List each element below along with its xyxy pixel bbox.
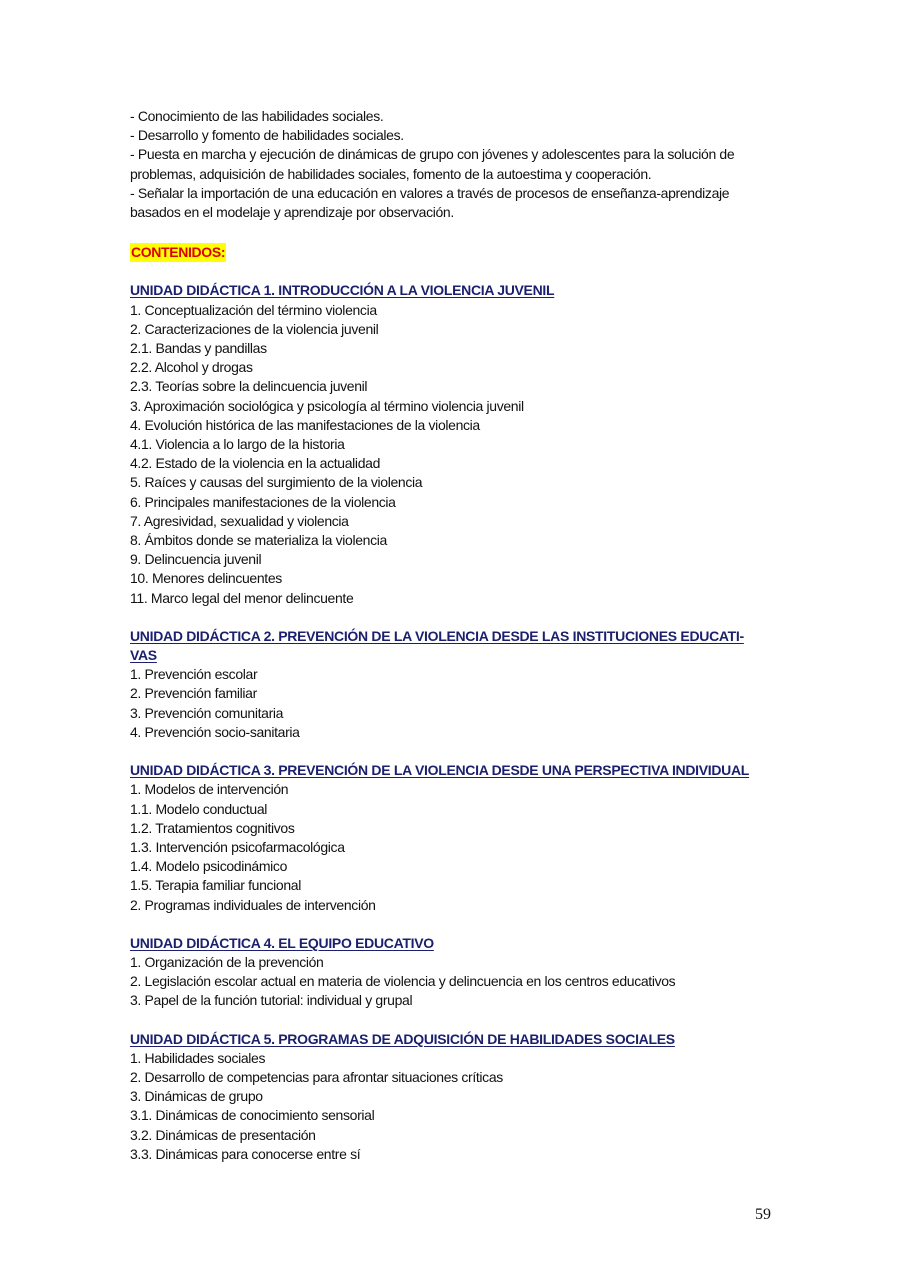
list-item: 2. Programas individuales de intervención [130,896,376,913]
unit-3-title: UNIDAD DIDÁCTICA 3. PREVENCIÓN DE LA VIOLENCIA DESDE UNA PERSPECTIVA INDIVIDUAL [130,762,750,779]
list-item: 2.2. Alcohol y drogas [130,359,253,376]
objectives-list [130,107,770,222]
contents-heading: CONTENIDOS: [130,243,226,262]
list-item: 7. Agresividad, sexualidad y violencia [130,512,349,529]
list-item: 2.3. Teorías sobre la delincuencia juvenil [130,378,368,395]
list-item: 4.2. Estado de la violencia en la actualidad [130,455,381,472]
list-item: 3.1. Dinámicas de conocimiento sensorial [130,1107,375,1124]
objective-line: problemas, adquisición de habilidades sociales, fomento de la autoestima y cooperación. [130,165,652,182]
list-item: 4.1. Violencia a lo largo de la historia [130,436,345,453]
list-item: 8. Ámbitos donde se materializa la violencia [130,532,387,549]
list-item: 2. Desarrollo de competencias para afrontar situaciones críticas [130,1068,503,1085]
list-item: 2. Caracterizaciones de la violencia juvenil [130,320,379,337]
list-item: 5. Raíces y causas del surgimiento de la violencia [130,474,423,491]
list-item: 1.2. Tratamientos cognitivos [130,819,295,836]
list-item: 1.1. Modelo conductual [130,800,268,817]
objective-line: - Puesta en marcha y ejecución de dinámicas de grupo con jóvenes y adolescentes para la solución de [130,146,735,163]
list-item: 2. Legislación escolar actual en materia de violencia y delincuencia en los centros educativos [130,973,676,990]
unit-2-title-line2: VAS [130,647,157,664]
unit-2-title-line1: UNIDAD DIDÁCTICA 2. PREVENCIÓN DE LA VIOLENCIA DESDE LAS INSTITUCIONES EDUCATI- [130,627,744,644]
list-item: 4. Evolución histórica de las manifestaciones de la violencia [130,416,480,433]
unit-1 [130,281,770,607]
list-item: 10. Menores delincuentes [130,570,282,587]
objective-line: - Conocimiento de las habilidades sociales. [130,108,384,124]
list-item: 3. Prevención comunitaria [130,704,284,721]
unit-1-title: UNIDAD DIDÁCTICA 1. INTRODUCCIÓN A LA VIOLENCIA JUVENIL [130,282,555,299]
list-item: 1.3. Intervención psicofarmacológica [130,838,345,855]
list-item: 4. Prevención socio-sanitaria [130,723,300,740]
list-item: 2.1. Bandas y pandillas [130,340,267,357]
unit-4-title: UNIDAD DIDÁCTICA 4. EL EQUIPO EDUCATIVO [130,934,434,951]
list-item: 3. Papel de la función tutorial: individual y grupal [130,992,413,1009]
list-item: 1.5. Terapia familiar funcional [130,877,301,894]
objective-line: - Señalar la importación de una educación en valores a través de procesos de enseñanza-aprendizaje [130,184,730,201]
list-item: 3.2. Dinámicas de presentación [130,1126,316,1143]
list-item: 6. Principales manifestaciones de la violencia [130,493,396,510]
unit-5-title: UNIDAD DIDÁCTICA 5. PROGRAMAS DE ADQUISICIÓN DE HABILIDADES SOCIALES [130,1030,675,1047]
list-item: 11. Marco legal del menor delincuente [130,589,354,606]
list-item: 1. Prevención escolar [130,666,258,683]
unit-4 [130,934,770,1011]
objective-line: basados en el modelaje y aprendizaje por observación. [130,204,454,221]
unit-2 [130,627,770,742]
document-page [130,107,770,1164]
list-item: 3. Dinámicas de grupo [130,1088,263,1105]
list-item: 3.3. Dinámicas para conocerse entre sí [130,1145,361,1162]
list-item: 1. Organización de la prevención [130,953,324,970]
unit-5 [130,1030,770,1164]
list-item: 2. Prevención familiar [130,685,257,702]
list-item: 9. Delincuencia juvenil [130,551,262,568]
list-item: 1.4. Modelo psicodinámico [130,858,288,875]
unit-3 [130,761,770,915]
list-item: 1. Modelos de intervención [130,781,289,798]
list-item: 1. Habilidades sociales [130,1049,266,1066]
page-number: 59 [755,1206,771,1223]
list-item: 1. Conceptualización del término violencia [130,301,377,318]
list-item: 3. Aproximación sociológica y psicología al término violencia juvenil [130,397,524,414]
objective-line: - Desarrollo y fomento de habilidades sociales. [130,127,404,144]
